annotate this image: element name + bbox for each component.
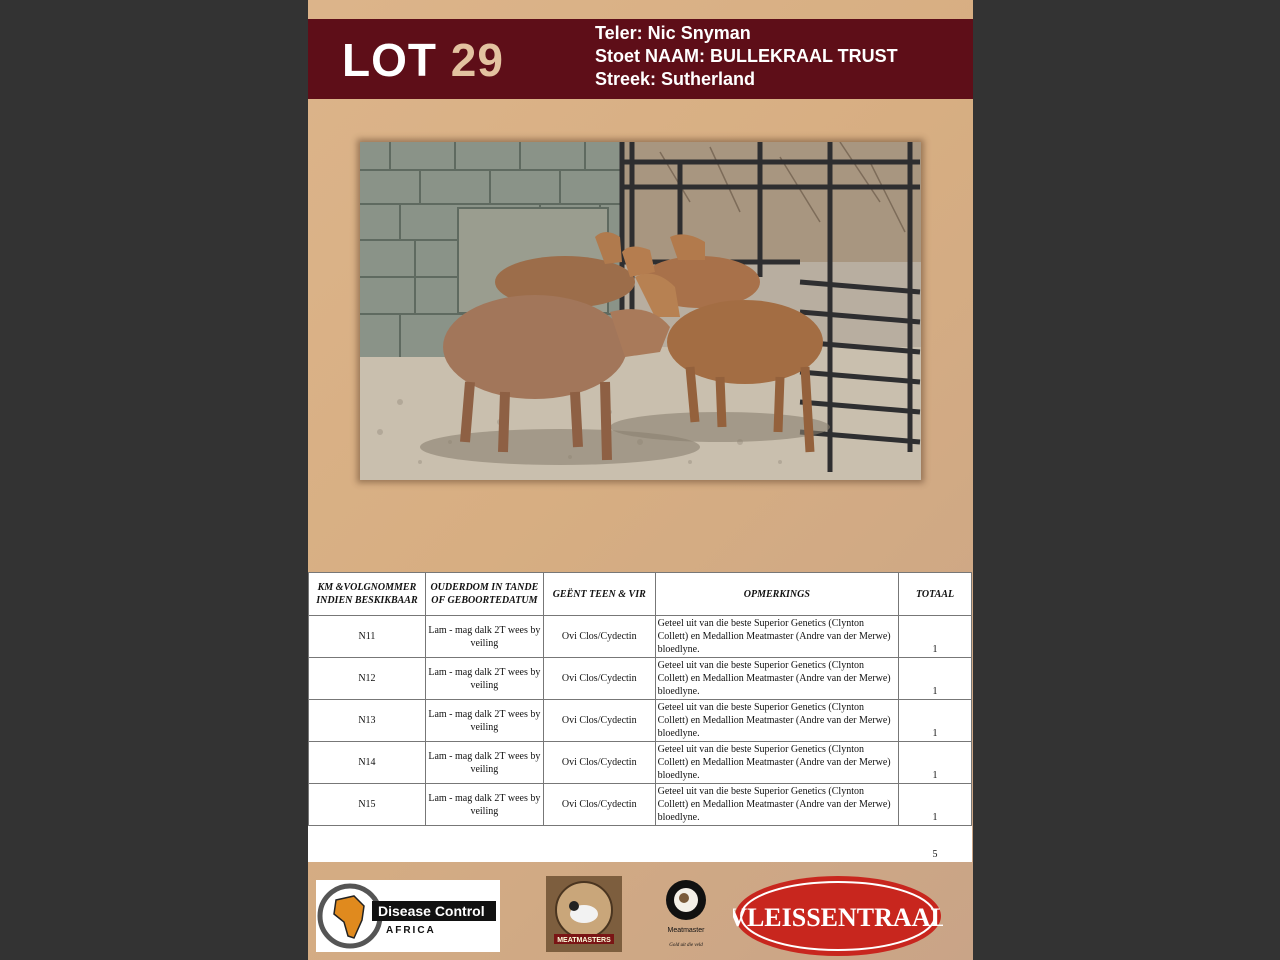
cell-vaccination: Ovi Clos/Cydectin — [543, 700, 655, 742]
lot-slide — [308, 0, 973, 960]
header-age: OUDERDOM IN TANDE OF GEBOORTEDATUM — [425, 573, 543, 616]
lot-banner — [308, 19, 973, 99]
region: Streek: Sutherland — [595, 69, 756, 89]
table-total-row — [309, 826, 972, 863]
cell-remarks: Geteel uit van die beste Superior Genetics (Clynton Collett) en Medallion Meatmaster (Andre van der Merwe) bloedlyne. — [655, 742, 898, 784]
sheep-photo — [360, 142, 921, 480]
header-remarks: OPMERKINGS — [655, 573, 898, 616]
cell-vaccination: Ovi Clos/Cydectin — [543, 742, 655, 784]
cell-total: 1 — [899, 742, 972, 784]
cell-total: 1 — [899, 784, 972, 826]
sutherland-club-text: MEATMASTERS — [557, 937, 611, 944]
cell-nr: N11 — [309, 616, 426, 658]
lot-table — [308, 572, 972, 862]
meatmaster-logo — [656, 878, 716, 954]
stud-name: Stoet NAAM: BULLEKRAAL TRUST — [595, 46, 898, 66]
cell-age: Lam - mag dalk 2T wees by veiling — [425, 742, 543, 784]
sutherland-club-logo — [546, 876, 622, 952]
vleissentraal-text: VLEISSENTRAAL — [733, 903, 943, 932]
cell-vaccination: Ovi Clos/Cydectin — [543, 658, 655, 700]
disease-control-line2: AFRICA — [386, 925, 436, 936]
seller-info — [595, 22, 898, 91]
disease-control-africa-logo — [316, 880, 500, 952]
lot-label: LOT — [342, 34, 437, 86]
table-header-row — [309, 573, 972, 616]
header-vaccination: GEËNT TEEN & VIR — [543, 573, 655, 616]
cell-total: 1 — [899, 700, 972, 742]
cell-nr: N13 — [309, 700, 426, 742]
cell-nr: N12 — [309, 658, 426, 700]
grand-total: 5 — [932, 849, 938, 860]
cell-age: Lam - mag dalk 2T wees by veiling — [425, 616, 543, 658]
cell-remarks: Geteel uit van die beste Superior Genetics (Clynton Collett) en Medallion Meatmaster (Andre van der Merwe) bloedlyne. — [655, 700, 898, 742]
cell-nr: N14 — [309, 742, 426, 784]
header-km-nr: KM &VOLGNOMMER INDIEN BESKIKBAAR — [309, 573, 426, 616]
disease-control-line1: Disease Control — [378, 903, 485, 919]
cell-nr: N15 — [309, 784, 426, 826]
sponsor-logos — [308, 860, 973, 960]
lot-number: 29 — [450, 34, 504, 86]
seller-name: Teler: Nic Snyman — [595, 23, 751, 43]
table-row — [309, 616, 972, 658]
meatmaster-text: Meatmaster — [667, 927, 705, 934]
cell-total: 1 — [899, 658, 972, 700]
cell-total: 1 — [899, 616, 972, 658]
vleissentraal-logo — [733, 874, 943, 958]
cell-remarks: Geteel uit van die beste Superior Genetics (Clynton Collett) en Medallion Meatmaster (Andre van der Merwe) bloedlyne. — [655, 616, 898, 658]
cell-age: Lam - mag dalk 2T wees by veiling — [425, 658, 543, 700]
table-row — [309, 742, 972, 784]
cell-remarks: Geteel uit van die beste Superior Genetics (Clynton Collett) en Medallion Meatmaster (Andre van der Merwe) bloedlyne. — [655, 658, 898, 700]
cell-age: Lam - mag dalk 2T wees by veiling — [425, 700, 543, 742]
cell-age: Lam - mag dalk 2T wees by veiling — [425, 784, 543, 826]
table-row — [309, 658, 972, 700]
meatmaster-tagline: Gold uit die veld — [669, 943, 703, 948]
cell-remarks: Geteel uit van die beste Superior Genetics (Clynton Collett) en Medallion Meatmaster (Andre van der Merwe) bloedlyne. — [655, 784, 898, 826]
header-total: TOTAAL — [899, 573, 972, 616]
lot-title — [342, 34, 504, 86]
table-row — [309, 700, 972, 742]
table-row — [309, 784, 972, 826]
cell-vaccination: Ovi Clos/Cydectin — [543, 616, 655, 658]
cell-vaccination: Ovi Clos/Cydectin — [543, 784, 655, 826]
